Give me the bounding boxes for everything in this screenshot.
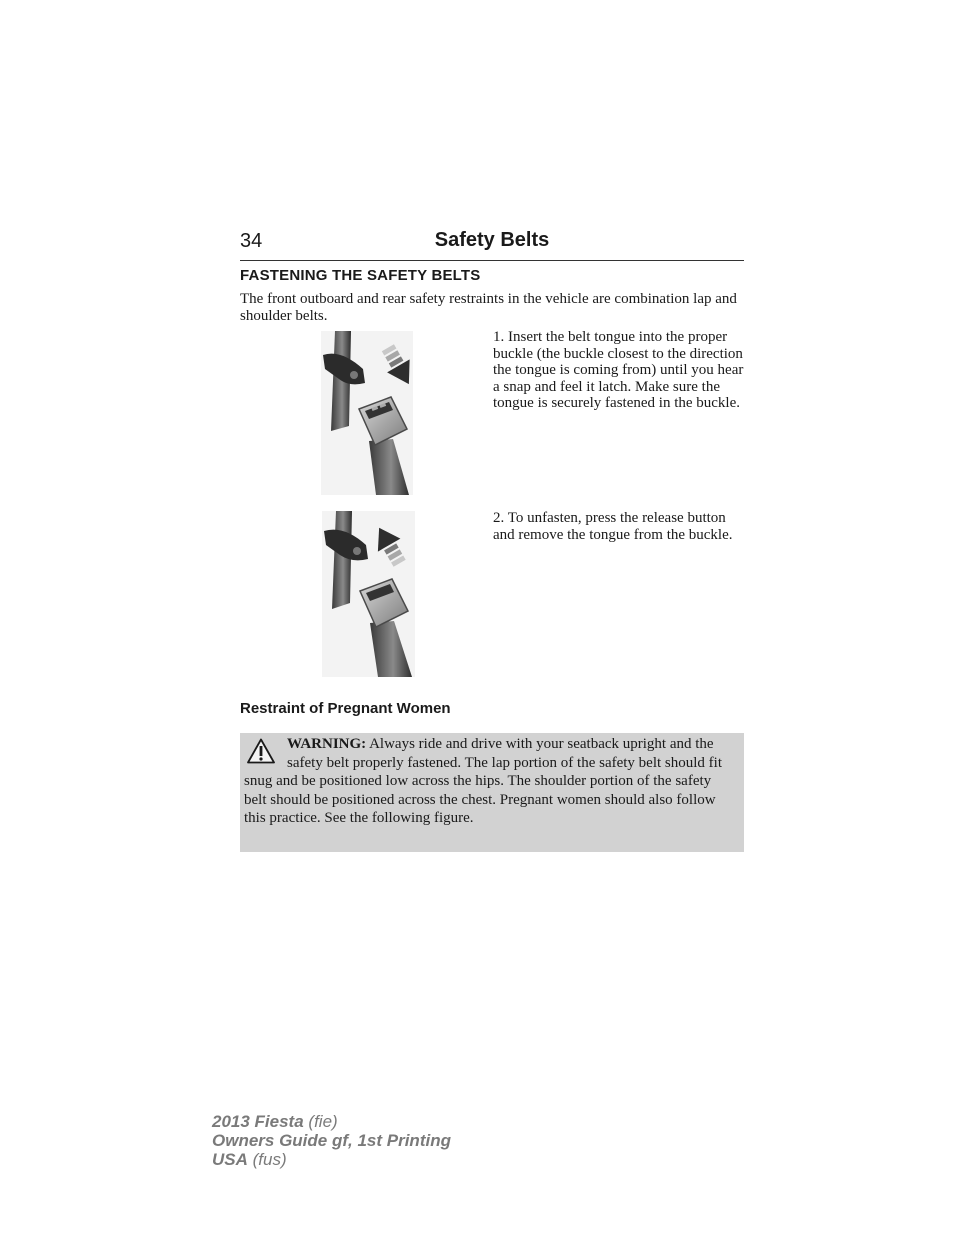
subsection-heading: Restraint of Pregnant Women (240, 700, 451, 717)
step-insert-text: 1. Insert the belt tongue into the proper buckle (the buckle closest to the direction the tongue is coming from) until you hear a snap and feel it latch. Make sure the tongue is securely fastened in the buckle. (493, 329, 744, 412)
footer-line-model: 2013 Fiesta (fie) (212, 1112, 338, 1131)
warning-body: Always ride and drive with your seatback upright and the safety belt properly fastened. The lap portion of the safety belt should fit snug and be positioned low across the hips. The shoulder portion of the safety belt should be positioned across the chest. Pregnant women should also follow this practice. See the following figure. (244, 736, 723, 827)
warning-text (244, 735, 736, 828)
step-release-text: 2. To unfasten, press the release button and remove the tongue from the buckle. (493, 510, 733, 543)
page-number: 34 (240, 230, 263, 252)
belt-release-illustration (322, 511, 415, 677)
warning-label: WARNING: (287, 736, 367, 752)
intro-paragraph: The front outboard and rear safety restraints in the vehicle are combination lap and shoulder belts. (240, 291, 737, 324)
page-title: Safety Belts (434, 229, 550, 251)
warning-box (240, 733, 744, 852)
belt-insert-illustration (321, 331, 413, 495)
belt-insert-drawing (321, 331, 413, 495)
page-header (240, 228, 744, 261)
belt-release-drawing (322, 511, 415, 677)
footer-line-market: USA (fus) (212, 1150, 287, 1169)
section-heading: FASTENING THE SAFETY BELTS (240, 267, 481, 284)
document-footer (212, 1112, 451, 1169)
footer-line-guide: Owners Guide gf, 1st Printing (212, 1131, 451, 1150)
